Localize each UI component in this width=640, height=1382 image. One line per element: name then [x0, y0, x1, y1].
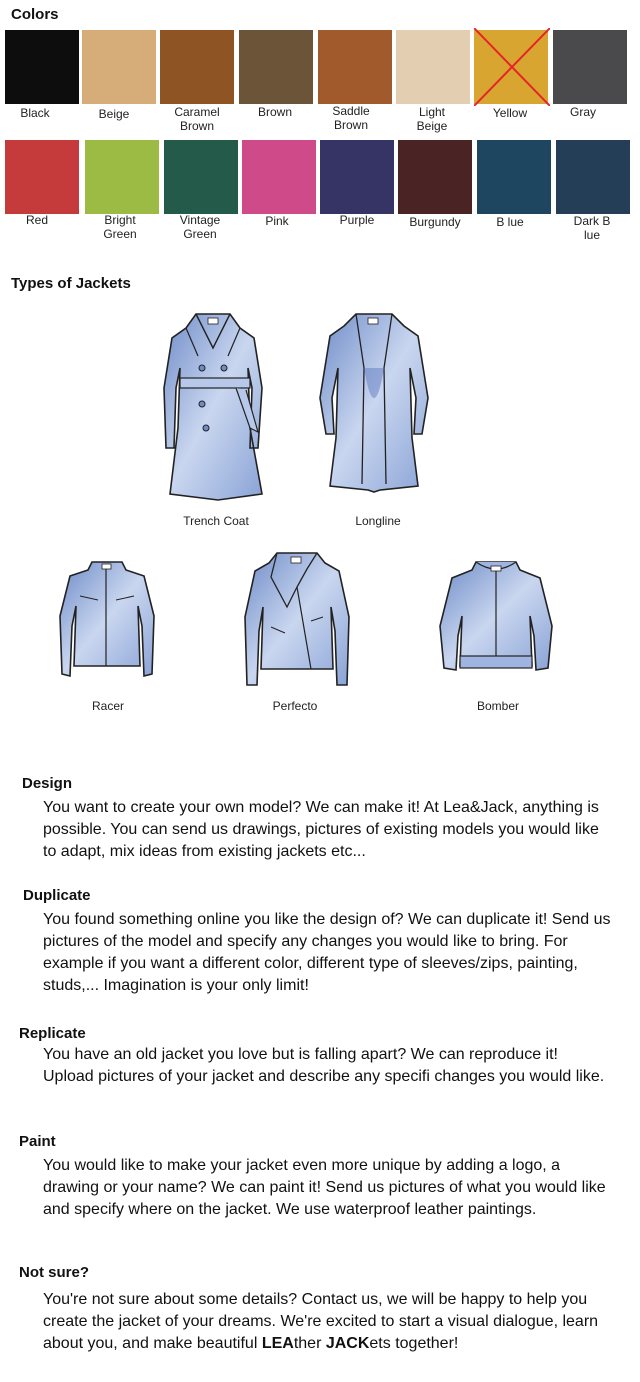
trench-coat-icon[interactable]: [158, 308, 268, 504]
section-body-duplicate: You found something online you like the design of? We can duplicate it! Send us pictures of the model and specify any changes you would like to bring. For example if you want a different color, different type of sleeves/zips, painting, studs,... Imagination is your only limit!: [43, 911, 611, 994]
perfecto-jacket-icon[interactable]: [241, 547, 353, 689]
section-title-replicate: Replicate: [19, 1025, 86, 1042]
swatch-label-yellow: Yellow: [492, 106, 528, 120]
swatch-label-black: Black: [20, 106, 50, 120]
swatch-label-light-beige: Light Beige: [416, 105, 448, 133]
swatch-brown[interactable]: [239, 30, 313, 104]
swatch-label-brown: Brown: [257, 105, 292, 119]
swatch-gray[interactable]: [553, 30, 627, 104]
swatch-label-pink: Pink: [265, 214, 289, 228]
swatch-black[interactable]: [5, 30, 79, 104]
swatch-label-beige: Beige: [98, 107, 130, 121]
section-title-design: Design: [22, 775, 73, 792]
swatch-purple[interactable]: [320, 140, 394, 214]
swatch-caramel-brown[interactable]: [160, 30, 234, 104]
colors-heading: Colors: [11, 6, 59, 23]
swatch-red[interactable]: [5, 140, 79, 214]
swatch-label-red: Red: [25, 213, 48, 227]
section-body-paint: You would like to make your jacket even more unique by adding a logo, a drawing or your name? We can paint it! Send us pictures of what you would like and specify where on the jacket. We use waterproof leather paintings.: [43, 1157, 606, 1218]
jacket-label-trench-coat: Trench Coat: [183, 514, 249, 528]
swatch-label-vintage-green: Vintage Green: [179, 213, 221, 241]
swatch-light-beige[interactable]: [396, 30, 470, 104]
swatch-burgundy[interactable]: [398, 140, 472, 214]
swatch-saddle-brown[interactable]: [318, 30, 392, 104]
jacket-label-longline: Longline: [355, 514, 401, 528]
swatch-vintage-green[interactable]: [164, 140, 238, 214]
swatch-label-blue: B lue: [496, 215, 524, 229]
swatch-beige[interactable]: [82, 30, 156, 104]
section-title-paint: Paint: [19, 1133, 56, 1150]
racer-jacket-icon[interactable]: [56, 556, 158, 686]
bomber-jacket-icon[interactable]: [436, 556, 556, 680]
swatch-blue[interactable]: [477, 140, 551, 214]
section-body-design: You want to create your own model? We can make it! At Lea&Jack, anything is possible. You can send us drawings, pictures of existing models you would like to adapt, mix ideas from existing jackets etc...: [43, 799, 599, 860]
swatch-pink[interactable]: [242, 140, 316, 214]
swatch-label-caramel-brown: Caramel Brown: [174, 105, 220, 133]
jacket-label-bomber: Bomber: [476, 699, 520, 713]
section-title-not-sure: Not sure?: [19, 1264, 90, 1281]
swatch-label-dark-blue: Dark B lue: [573, 214, 611, 242]
swatch-label-gray: Gray: [569, 105, 596, 119]
swatch-label-purple: Purple: [339, 213, 375, 227]
longline-coat-icon[interactable]: [316, 308, 432, 496]
swatch-label-burgundy: Burgundy: [409, 215, 461, 229]
section-body-replicate: You have an old jacket you love but is falling apart? We can reproduce it! Upload pictures of your jacket and describe any specifi changes you would like.: [43, 1046, 605, 1085]
unavailable-cross-icon: [474, 28, 550, 106]
swatch-label-bright-green: Bright Green: [103, 213, 137, 241]
swatch-bright-green[interactable]: [85, 140, 159, 214]
jacket-label-racer: Racer: [91, 699, 124, 713]
jacket-label-perfecto: Perfecto: [272, 699, 318, 713]
jackets-heading: Types of Jackets: [11, 275, 131, 292]
swatch-label-saddle-brown: Saddle Brown: [332, 104, 370, 132]
section-title-duplicate: Duplicate: [23, 887, 91, 904]
swatch-dark-blue[interactable]: [556, 140, 630, 214]
section-body-not-sure: You're not sure about some details? Contact us, we will be happy to help you create the jacket of your dreams. We're excited to start a visual dialogue, learn about you, and make beautiful LEAther JACKets together!: [43, 1291, 599, 1352]
